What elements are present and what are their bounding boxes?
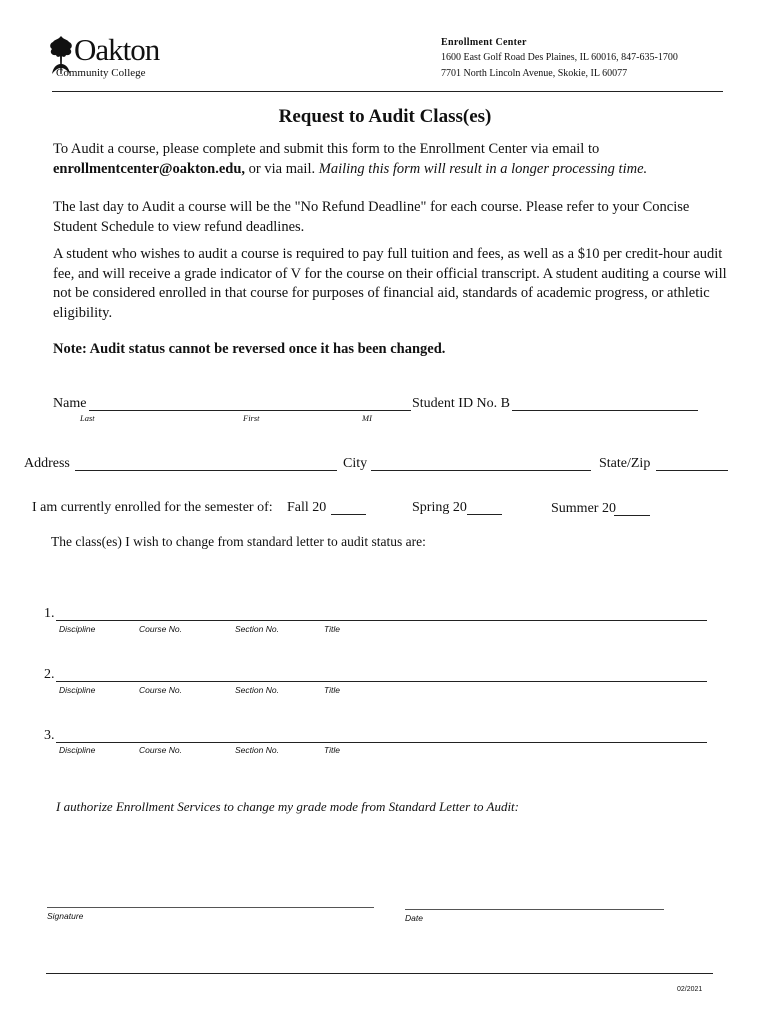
address-field[interactable] <box>75 470 337 471</box>
student-id-field[interactable] <box>512 410 698 411</box>
signature-label: Signature <box>47 911 84 921</box>
course-no-hint: Course No. <box>139 685 182 695</box>
section-no-hint: Section No. <box>235 745 279 755</box>
class-row-field[interactable] <box>56 681 707 682</box>
spring-label: Spring 20 <box>412 500 467 515</box>
discipline-hint: Discipline <box>59 685 96 695</box>
page-title: Request to Audit Class(es) <box>278 106 492 127</box>
intro-paragraph <box>53 140 733 179</box>
enrollment-email[interactable]: enrollmentcenter@oakton.edu, <box>53 160 246 177</box>
city-field[interactable] <box>371 470 591 471</box>
course-no-hint: Course No. <box>139 624 182 634</box>
header-rule <box>52 91 723 92</box>
address-line-2: 7701 North Lincoln Avenue, Skokie, IL 60077 <box>441 68 628 79</box>
discipline-hint: Discipline <box>59 745 96 755</box>
revision-date: 02/2021 <box>677 986 703 993</box>
title-hint: Title <box>324 685 340 695</box>
class-row-number: 3. <box>44 728 55 743</box>
state-zip-label: State/Zip <box>599 456 651 471</box>
fall-label: Fall 20 <box>287 500 327 515</box>
name-mi-hint: MI <box>362 413 372 423</box>
logo-subtitle: Community College <box>56 67 146 79</box>
name-first-hint: First <box>243 413 260 423</box>
name-label: Name <box>53 396 87 411</box>
semester-prompt: I am currently enrolled for the semester of: <box>32 500 273 515</box>
policy-paragraph: A student who wishes to audit a course is required to pay full tuition and fees, as well as a $10 per credit-hour audit fee, and will receive a grade indicator of V for the course on their official transcript. A student auditing a course will not be considered enrolled in that course for purposes of financial aid, standards of academic progress, or athletic eligibility. <box>53 246 727 321</box>
address-line-1: 1600 East Golf Road Des Plaines, IL 60016, 847-635-1700 <box>441 52 678 63</box>
office-name: Enrollment Center <box>441 37 527 48</box>
class-row-field[interactable] <box>56 742 707 743</box>
section-no-hint: Section No. <box>235 685 279 695</box>
intro-text: To Audit a course, please complete and submit this form to the Enrollment Center via email to <box>53 141 600 157</box>
discipline-hint: Discipline <box>59 624 96 634</box>
class-row-field[interactable] <box>56 620 707 621</box>
summer-label: Summer 20 <box>551 501 616 516</box>
footer-rule <box>46 973 713 974</box>
section-no-hint: Section No. <box>235 624 279 634</box>
class-row-number: 2. <box>44 667 55 682</box>
class-row-number: 1. <box>44 606 55 621</box>
address-label: Address <box>24 456 70 471</box>
date-label: Date <box>405 913 423 923</box>
title-hint: Title <box>324 745 340 755</box>
course-no-hint: Course No. <box>139 745 182 755</box>
logo-name: Oakton <box>74 32 160 67</box>
intro-mail: or via mail. <box>245 160 319 177</box>
city-label: City <box>343 456 368 471</box>
summer-year-field[interactable] <box>614 515 650 516</box>
classes-prompt: The class(es) I wish to change from standard letter to audit status are: <box>51 534 426 549</box>
deadline-paragraph: The last day to Audit a course will be the "No Refund Deadline" for each course. Please refer to your Concise Student Schedule to view refund deadlines. <box>53 199 690 235</box>
student-id-label: Student ID No. B <box>412 396 510 411</box>
name-last-hint: Last <box>80 413 95 423</box>
name-field[interactable] <box>89 410 411 411</box>
title-hint: Title <box>324 624 340 634</box>
date-field[interactable] <box>405 909 664 910</box>
audit-note: Note: Audit status cannot be reversed once it has been changed. <box>53 341 446 357</box>
spring-year-field[interactable] <box>467 514 502 515</box>
authorize-statement: I authorize Enrollment Services to change my grade mode from Standard Letter to Audit: <box>56 799 519 814</box>
fall-year-field[interactable] <box>331 514 366 515</box>
mail-note: Mailing this form will result in a longer processing time. <box>318 160 648 177</box>
state-zip-field[interactable] <box>656 470 728 471</box>
signature-field[interactable] <box>47 907 374 908</box>
